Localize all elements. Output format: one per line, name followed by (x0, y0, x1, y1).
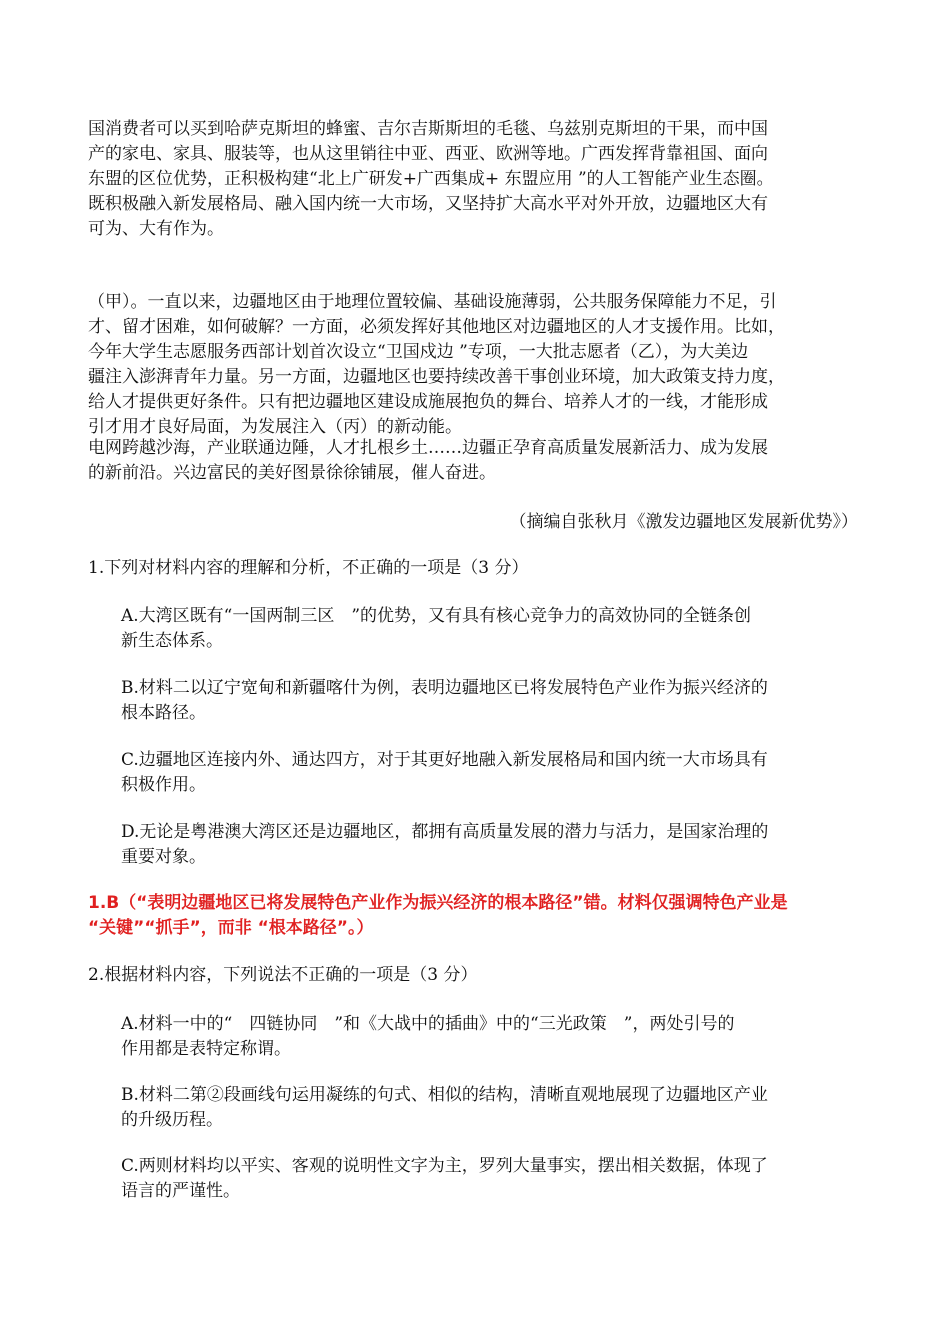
text-line: 根本路径。 (121, 703, 206, 723)
source-citation: （摘编自张秋月《激发边疆地区发展新优势》） (509, 512, 858, 532)
text-line: 今年大学生志愿服务西部计划首次设立“卫国戍边 ”专项，一大批志愿者（乙），为大美边 (88, 342, 749, 362)
text-line: 作用都是表特定称谓。 (121, 1039, 291, 1059)
text-line: 东盟的区位优势，正积极构建“北上广研发+广西集成+ 东盟应用 ”的人工智能产业生态圈。 (88, 169, 774, 189)
answer-line: “关键”“抓手”，而非 “根本路径”。） (88, 918, 374, 938)
question-2-option-c (121, 1154, 861, 1204)
text-line: 重要对象。 (121, 847, 206, 867)
passage-paragraph-3 (88, 436, 878, 486)
text-line: C.边疆地区连接内外、通达四方，对于其更好地融入新发展格局和国内统一大市场具有 (121, 750, 768, 770)
question-2-option-b (121, 1083, 861, 1133)
text-line: 积极作用。 (121, 775, 206, 795)
text-line: 国消费者可以买到哈萨克斯坦的蜂蜜、吉尔吉斯斯坦的毛毯、乌兹别克斯坦的干果，而中国 (88, 119, 768, 139)
text-line: B.材料二第②段画线句运用凝练的句式、相似的结构，清晰直观地展现了边疆地区产业 (121, 1085, 768, 1105)
text-line: 新生态体系。 (121, 631, 223, 651)
text-line: C.两则材料均以平实、客观的说明性文字为主，罗列大量事实，摆出相关数据，体现了 (121, 1156, 768, 1176)
text-line: 语言的严谨性。 (121, 1181, 240, 1201)
question-2-option-a (121, 1012, 861, 1062)
text-line: 电网跨越沙海，产业联通边陲，人才扎根乡土……边疆正孕育高质量发展新活力、成为发展 (88, 438, 768, 458)
question-2-stem: 2.根据材料内容，下列说法不正确的一项是（3 分） (88, 965, 478, 985)
text-line: 疆注入澎湃青年力量。另一方面，边疆地区也要持续改善干事创业环境，加大政策支持力度， (88, 367, 785, 387)
text-line: 引才用才良好局面，为发展注入（丙）的新动能。 (88, 417, 462, 437)
question-1-option-d (121, 820, 861, 870)
text-line: 可为、大有作为。 (88, 219, 224, 239)
text-line: 给人才提供更好条件。只有把边疆地区建设成施展抱负的舞台、培养人才的一线，才能形成 (88, 392, 768, 412)
text-line: （甲）。一直以来，边疆地区由于地理位置较偏、基础设施薄弱，公共服务保障能力不足，引 (88, 292, 777, 312)
text-line: D.无论是粤港澳大湾区还是边疆地区，都拥有高质量发展的潜力与活力，是国家治理的 (121, 822, 769, 842)
question-1-answer (88, 891, 878, 941)
text-line: B.材料二以辽宁宽甸和新疆喀什为例，表明边疆地区已将发展特色产业作为振兴经济的 (121, 678, 768, 698)
text-line: A.大湾区既有“一国两制三区 ”的优势，又有具有核心竞争力的高效协同的全链条创 (121, 606, 752, 626)
question-1-option-c (121, 748, 861, 798)
question-1-stem: 1.下列对材料内容的理解和分析，不正确的一项是（3 分） (88, 558, 529, 578)
answer-line: 1.B（“表明边疆地区已将发展特色产业作为振兴经济的根本路径”错。材料仅强调特色产业是 (88, 893, 788, 913)
text-line: A.材料一中的“ 四链协同 ”和《大战中的插曲》中的“三光政策 ”，两处引号的 (121, 1014, 735, 1034)
text-line: 产的家电、家具、服装等，也从这里销往中亚、西亚、欧洲等地。广西发挥背靠祖国、面向 (88, 144, 768, 164)
text-line: 才、留才困难，如何破解？一方面，必须发挥好其他地区对边疆地区的人才支援作用。比如， (88, 317, 785, 337)
text-line: 的升级历程。 (121, 1110, 223, 1130)
question-1-option-a (121, 604, 861, 654)
text-line: 的新前沿。兴边富民的美好图景徐徐铺展，催人奋进。 (88, 463, 496, 483)
text-line: 既积极融入新发展格局、融入国内统一大市场，又坚持扩大高水平对外开放，边疆地区大有 (88, 194, 768, 214)
question-1-option-b (121, 676, 861, 726)
passage-paragraph-2 (88, 290, 878, 440)
passage-paragraph-1 (88, 117, 878, 242)
